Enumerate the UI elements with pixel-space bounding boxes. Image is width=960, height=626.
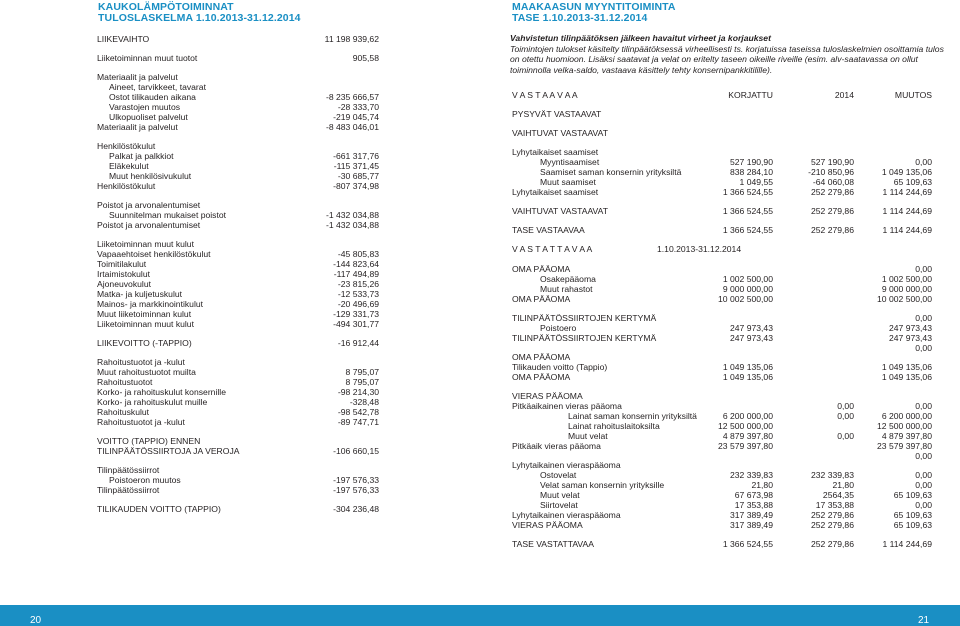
balance-row-change: 6 200 000,00 bbox=[881, 411, 932, 421]
balance-row bbox=[512, 431, 937, 441]
income-row bbox=[97, 200, 397, 210]
balance-row-label: Myyntisaamiset bbox=[540, 157, 600, 167]
left-title-line1: KAUKOLÄMPÖTOIMINNAT bbox=[98, 1, 234, 13]
balance-row-label: Muut velat bbox=[568, 431, 608, 441]
income-row-label: Irtaimistokulut bbox=[97, 269, 151, 279]
balance-row-corrected: 1 002 500,00 bbox=[722, 274, 773, 284]
balance-row-change: 0,00 bbox=[915, 313, 932, 323]
balance-row-change: 1 049 135,06 bbox=[881, 167, 932, 177]
balance-row-label: VIERAS PÄÄOMA bbox=[512, 391, 583, 401]
balance-row-corrected: 317 389,49 bbox=[729, 510, 773, 520]
income-row bbox=[97, 387, 397, 397]
balance-row-label: OMA PÄÄOMA bbox=[512, 352, 571, 362]
income-row-label: Materiaalit ja palvelut bbox=[97, 72, 178, 82]
income-row bbox=[97, 269, 397, 279]
balance-row-2014: 2014 bbox=[834, 90, 854, 100]
income-row-label: Varastojen muutos bbox=[109, 102, 181, 112]
balance-row-label: Lainat saman konsernin yrityksiltä bbox=[568, 411, 697, 421]
balance-row-2014: 21,80 bbox=[832, 480, 854, 490]
income-row-value: -304 236,48 bbox=[333, 504, 379, 514]
balance-row-label: Pitkäaik vieras pääoma bbox=[512, 441, 601, 451]
income-row-label: Muut rahoitustuotot muilta bbox=[97, 367, 196, 377]
balance-row-corrected: 1 366 524,55 bbox=[722, 206, 773, 216]
balance-row bbox=[512, 187, 937, 197]
balance-row-change: 0,00 bbox=[915, 470, 932, 480]
balance-row-change: 65 109,63 bbox=[893, 510, 932, 520]
income-row-label: Poistoeron muutos bbox=[109, 475, 181, 485]
income-row bbox=[109, 102, 409, 112]
income-row bbox=[109, 151, 409, 161]
income-row-value: -1 432 034,88 bbox=[325, 210, 379, 220]
balance-row-change: 1 002 500,00 bbox=[881, 274, 932, 284]
income-row bbox=[109, 112, 409, 122]
balance-row bbox=[512, 441, 937, 451]
balance-row-label: Osakepääoma bbox=[540, 274, 596, 284]
balance-row bbox=[512, 470, 937, 480]
balance-row-corrected: 67 673,98 bbox=[734, 490, 773, 500]
income-row-value: -98 214,30 bbox=[337, 387, 379, 397]
balance-row-2014: 252 279,86 bbox=[810, 520, 854, 530]
income-row-value: -494 301,77 bbox=[333, 319, 379, 329]
balance-row bbox=[512, 157, 937, 167]
income-row bbox=[97, 485, 397, 495]
income-row-label: Korko- ja rahoituskulut konsernille bbox=[97, 387, 226, 397]
balance-row-corrected: 12 500 000,00 bbox=[718, 421, 773, 431]
balance-row-change: 65 109,63 bbox=[893, 490, 932, 500]
income-row-value: -328,48 bbox=[349, 397, 379, 407]
balance-row bbox=[512, 401, 937, 411]
balance-row-label: Lyhytaikaiset saamiset bbox=[512, 187, 599, 197]
income-row-label: Rahoitustuotot bbox=[97, 377, 153, 387]
income-row-value: -8 235 666,57 bbox=[325, 92, 379, 102]
balance-row-label: VAIHTUVAT VASTAAVAT bbox=[512, 128, 608, 138]
income-row-value: -30 685,77 bbox=[337, 171, 379, 181]
income-row bbox=[97, 239, 397, 249]
balance-row bbox=[512, 323, 937, 333]
income-row-value: -106 660,15 bbox=[333, 446, 379, 456]
income-row-value: -115 371,45 bbox=[333, 161, 379, 171]
balance-row bbox=[512, 244, 937, 254]
income-row-value: -197 576,33 bbox=[333, 475, 379, 485]
income-row-label: Henkilöstökulut bbox=[97, 141, 156, 151]
income-row bbox=[97, 220, 397, 230]
balance-row-label: Muut rahastot bbox=[540, 284, 593, 294]
income-row-value: -20 496,69 bbox=[337, 299, 379, 309]
income-row-label: Rahoituskulut bbox=[97, 407, 150, 417]
income-row bbox=[97, 72, 397, 82]
balance-row-change: 10 002 500,00 bbox=[877, 294, 932, 304]
balance-row-corrected: 23 579 397,80 bbox=[718, 441, 773, 451]
balance-row-corrected: 1 049,55 bbox=[739, 177, 773, 187]
income-row-label: Matka- ja kuljetuskulut bbox=[97, 289, 183, 299]
balance-row-change: 1 114 244,69 bbox=[882, 225, 932, 235]
balance-row bbox=[512, 264, 937, 274]
balance-row-label: OMA PÄÄOMA bbox=[512, 372, 571, 382]
balance-row-label: VIERAS PÄÄOMA bbox=[512, 520, 583, 530]
income-row-label: Ajoneuvokulut bbox=[97, 279, 151, 289]
balance-row-2014: 0,00 bbox=[837, 411, 854, 421]
income-row-label: Korko- ja rahoituskulut muille bbox=[97, 397, 208, 407]
income-row-label: TILIKAUDEN VOITTO (TAPPIO) bbox=[97, 504, 221, 514]
income-row-label: Toimitilakulut bbox=[97, 259, 147, 269]
income-row-label: Poistot ja arvonalentumiset bbox=[97, 220, 201, 230]
income-row-value: -8 483 046,01 bbox=[325, 122, 379, 132]
balance-row-corrected: 838 284,10 bbox=[729, 167, 773, 177]
income-row-value: -661 317,76 bbox=[333, 151, 379, 161]
left-page-number: 20 bbox=[30, 615, 42, 626]
balance-row bbox=[512, 362, 937, 372]
balance-row-2014: -210 850,96 bbox=[808, 167, 854, 177]
balance-row-corrected: 232 339,83 bbox=[729, 470, 773, 480]
balance-row-corrected: 247 973,43 bbox=[729, 323, 773, 333]
right-title-line1: MAAKAASUN MYYNTITOIMINTA bbox=[512, 1, 676, 13]
balance-row-corrected: 17 353,88 bbox=[734, 500, 773, 510]
income-row-label: Muut liiketoiminnan kulut bbox=[97, 309, 192, 319]
income-row-value: 905,58 bbox=[352, 53, 379, 63]
balance-row-change: 65 109,63 bbox=[893, 177, 932, 187]
balance-row-label: Tilikauden voitto (Tappio) bbox=[512, 362, 608, 372]
balance-row bbox=[512, 177, 937, 187]
balance-row bbox=[512, 411, 937, 421]
corrections-note-body: Toimintojen tulokset käsitelty tilinpäätöksessä virheellisesti ts. korjatuissa taseissa tuloslaskelmien osoittamia tulos on otettu huomioon. Lisäksi saatavat ja velat on eritelty taseen oikeille riveille (esim. alv-saatavassa on ollut toiminnolla velka-saldo, vastaava käsittely tehty konsernipankkitilille). bbox=[510, 43, 944, 75]
balance-row-corrected: 1 366 524,55 bbox=[722, 187, 773, 197]
income-row-value: -23 815,26 bbox=[337, 279, 379, 289]
balance-row-2014: 0,00 bbox=[837, 431, 854, 441]
balance-row-corrected: 4 879 397,80 bbox=[722, 431, 773, 441]
income-row bbox=[97, 417, 397, 427]
income-row-value: -28 333,70 bbox=[337, 102, 379, 112]
balance-row bbox=[512, 421, 937, 431]
income-row-label: Tilinpäätössiirrot bbox=[97, 465, 160, 475]
balance-row-label: OMA PÄÄOMA bbox=[512, 264, 571, 274]
balance-row-2014: 252 279,86 bbox=[810, 187, 854, 197]
income-row-label: Suunnitelman mukaiset poistot bbox=[109, 210, 227, 220]
income-row bbox=[97, 446, 397, 456]
balance-row-corrected: 527 190,90 bbox=[729, 157, 773, 167]
balance-row-change: 9 000 000,00 bbox=[881, 284, 932, 294]
income-row-label: Poistot ja arvonalentumiset bbox=[97, 200, 201, 210]
income-row-value: -219 045,74 bbox=[333, 112, 379, 122]
balance-row bbox=[512, 206, 937, 216]
income-row-label: Materiaalit ja palvelut bbox=[97, 122, 178, 132]
income-row bbox=[109, 210, 409, 220]
balance-row bbox=[512, 147, 937, 157]
balance-row-corrected: 1 049 135,06 bbox=[722, 372, 773, 382]
income-row-label: Eläkekulut bbox=[109, 161, 149, 171]
right-page-number: 21 bbox=[918, 615, 930, 626]
income-row bbox=[97, 181, 397, 191]
income-row-label: Rahoitustuotot ja -kulut bbox=[97, 417, 185, 427]
income-row bbox=[97, 397, 397, 407]
balance-row-corrected: 1 366 524,55 bbox=[722, 539, 773, 549]
balance-row-change: 4 879 397,80 bbox=[881, 431, 932, 441]
balance-row-corrected: KORJATTU bbox=[728, 90, 773, 100]
balance-row bbox=[512, 128, 937, 138]
balance-row-label: Siirtovelat bbox=[540, 500, 578, 510]
balance-row-corrected: 1 366 524,55 bbox=[722, 225, 773, 235]
income-row-label: TILINPÄÄTÖSSIIRTOJA JA VEROJA bbox=[97, 446, 240, 456]
income-row-value: -117 494,89 bbox=[333, 269, 379, 279]
income-row-label: Mainos- ja markkinointikulut bbox=[97, 299, 204, 309]
balance-row-corrected: 21,80 bbox=[751, 480, 773, 490]
income-row bbox=[109, 171, 409, 181]
balance-row-change: 1 049 135,06 bbox=[881, 372, 932, 382]
income-row bbox=[97, 367, 397, 377]
balance-row-label: OMA PÄÄOMA bbox=[512, 294, 571, 304]
income-row bbox=[97, 319, 397, 329]
balance-row bbox=[512, 109, 937, 119]
income-row bbox=[109, 92, 409, 102]
balance-row-change: 0,00 bbox=[915, 500, 932, 510]
balance-row-2014: 0,00 bbox=[837, 401, 854, 411]
balance-row-label: VAIHTUVAT VASTAAVAT bbox=[512, 206, 608, 216]
balance-row-label: Lyhytaikainen vieraspääoma bbox=[512, 510, 621, 520]
balance-row bbox=[512, 167, 937, 177]
income-row bbox=[109, 82, 409, 92]
balance-row-2014: 2564,35 bbox=[822, 490, 854, 500]
balance-row-corrected: 10 002 500,00 bbox=[718, 294, 773, 304]
income-row-value: -12 533,73 bbox=[337, 289, 379, 299]
balance-row-label: Lainat rahoituslaitoksilta bbox=[568, 421, 660, 431]
income-row-label: Muut henkilösivukulut bbox=[109, 171, 192, 181]
income-row-label: Tilinpäätössiirrot bbox=[97, 485, 160, 495]
balance-row-corrected: 6 200 000,00 bbox=[722, 411, 773, 421]
income-row-value: 8 795,07 bbox=[345, 377, 379, 387]
balance-row bbox=[512, 460, 937, 470]
balance-row-change: 65 109,63 bbox=[893, 520, 932, 530]
income-row bbox=[97, 34, 397, 44]
right-title-line2: TASE 1.10.2013-31.12.2014 bbox=[512, 12, 648, 24]
income-row bbox=[97, 53, 397, 63]
balance-row-corrected: 1 049 135,06 bbox=[722, 362, 773, 372]
balance-row bbox=[512, 333, 937, 343]
income-row-label: Ostot tilikauden aikana bbox=[109, 92, 196, 102]
balance-row-change: 1 114 244,69 bbox=[882, 206, 932, 216]
income-row-value: -807 374,98 bbox=[333, 181, 379, 191]
balance-row bbox=[512, 520, 937, 530]
income-row bbox=[97, 504, 397, 514]
income-row-value: -89 747,71 bbox=[337, 417, 379, 427]
income-row bbox=[97, 357, 397, 367]
balance-row-change: 0,00 bbox=[915, 343, 932, 353]
balance-row-label: TILINPÄÄTÖSSIIRTOJEN KERTYMÄ bbox=[512, 333, 657, 343]
balance-row-label: PYSYVÄT VASTAAVAT bbox=[512, 109, 602, 119]
income-row bbox=[97, 299, 397, 309]
balance-row bbox=[512, 480, 937, 490]
balance-row-2014: 252 279,86 bbox=[810, 539, 854, 549]
balance-row-2014: 232 339,83 bbox=[810, 470, 854, 480]
income-row bbox=[97, 279, 397, 289]
balance-row-2014: -64 060,08 bbox=[812, 177, 854, 187]
income-row bbox=[97, 122, 397, 132]
income-row bbox=[97, 259, 397, 269]
balance-row bbox=[512, 510, 937, 520]
balance-row-2014: 17 353,88 bbox=[815, 500, 854, 510]
income-row-label: Ulkopuoliset palvelut bbox=[109, 112, 188, 122]
income-row-value: -16 912,44 bbox=[337, 338, 379, 348]
balance-row-change: 0,00 bbox=[915, 401, 932, 411]
income-row-value: -144 823,64 bbox=[333, 259, 379, 269]
balance-row-label: V A S T A T T A V A A bbox=[512, 244, 593, 254]
balance-row-label: Pitkäaikainen vieras pääoma bbox=[512, 401, 622, 411]
income-row-label: Rahoitustuotot ja -kulut bbox=[97, 357, 185, 367]
income-row-label: Liiketoiminnan muut kulut bbox=[97, 239, 194, 249]
balance-row-label: Muut velat bbox=[540, 490, 580, 500]
balance-row bbox=[512, 372, 937, 382]
balance-row-2014: 252 279,86 bbox=[810, 206, 854, 216]
left-title-line2: TULOSLASKELMA 1.10.2013-31.12.2014 bbox=[98, 12, 301, 24]
balance-row-2014: 252 279,86 bbox=[810, 510, 854, 520]
income-row-label: VOITTO (TAPPIO) ENNEN bbox=[97, 436, 201, 446]
balance-row bbox=[512, 274, 937, 284]
balance-row-label: Velat saman konsernin yrityksille bbox=[540, 480, 665, 490]
balance-row-label: Muut saamiset bbox=[540, 177, 596, 187]
balance-row bbox=[512, 225, 937, 235]
balance-row bbox=[512, 391, 937, 401]
income-row bbox=[97, 309, 397, 319]
balance-row-change: 247 973,43 bbox=[888, 333, 932, 343]
balance-row-label: Lyhytaikaiset saamiset bbox=[512, 147, 599, 157]
balance-row-2014: 252 279,86 bbox=[810, 225, 854, 235]
balance-row bbox=[512, 284, 937, 294]
balance-row bbox=[512, 352, 937, 362]
balance-row-change: MUUTOS bbox=[894, 90, 932, 100]
balance-row-change: 12 500 000,00 bbox=[877, 421, 932, 431]
balance-row bbox=[512, 313, 937, 323]
balance-row bbox=[512, 490, 937, 500]
balance-row-label: TASE VASTATTAVAA bbox=[512, 539, 594, 549]
income-row bbox=[97, 436, 397, 446]
income-row bbox=[97, 465, 397, 475]
balance-row bbox=[512, 90, 937, 100]
balance-row bbox=[512, 539, 937, 549]
balance-row-corrected: 1.10.2013-31.12.2014 bbox=[657, 244, 742, 254]
corrections-note bbox=[510, 33, 950, 75]
income-row bbox=[97, 141, 397, 151]
income-row bbox=[109, 475, 409, 485]
balance-row-change: 1 049 135,06 bbox=[881, 362, 932, 372]
income-row bbox=[97, 249, 397, 259]
balance-row-label: Saamiset saman konsernin yrityksiltä bbox=[540, 167, 682, 177]
balance-row-2014: 527 190,90 bbox=[810, 157, 854, 167]
balance-row-change: 0,00 bbox=[915, 157, 932, 167]
balance-row-change: 247 973,43 bbox=[888, 323, 932, 333]
income-row bbox=[97, 377, 397, 387]
balance-row-label: Ostovelat bbox=[540, 470, 577, 480]
income-row bbox=[97, 338, 397, 348]
income-row-label: LIIKEVOITTO (-TAPPIO) bbox=[97, 338, 192, 348]
income-row bbox=[97, 289, 397, 299]
income-row-value: -1 432 034,88 bbox=[325, 220, 379, 230]
balance-row-change: 0,00 bbox=[915, 451, 932, 461]
balance-row-corrected: 317 389,49 bbox=[729, 520, 773, 530]
income-row-label: Palkat ja palkkiot bbox=[109, 151, 174, 161]
balance-row bbox=[512, 294, 937, 304]
income-row-label: Vapaaehtoiset henkilöstökulut bbox=[97, 249, 211, 259]
balance-row-corrected: 247 973,43 bbox=[729, 333, 773, 343]
balance-row-change: 0,00 bbox=[915, 264, 932, 274]
balance-row-change: 23 579 397,80 bbox=[877, 441, 932, 451]
income-row-value: -197 576,33 bbox=[333, 485, 379, 495]
corrections-note-heading: Vahvistetun tilinpäätöksen jälkeen havaitut virheet ja korjaukset bbox=[510, 33, 771, 43]
income-row-value: -98 542,78 bbox=[337, 407, 379, 417]
balance-row-label: Lyhytaikainen vieraspääoma bbox=[512, 460, 621, 470]
income-row-value: -129 331,73 bbox=[333, 309, 379, 319]
income-row-value: 11 198 939,62 bbox=[324, 34, 379, 44]
balance-row-change: 1 114 244,69 bbox=[882, 187, 932, 197]
income-row-label: Liiketoiminnan muut tuotot bbox=[97, 53, 198, 63]
page-footer bbox=[0, 605, 960, 626]
balance-row-change: 1 114 244,69 bbox=[882, 539, 932, 549]
balance-row-label: TILINPÄÄTÖSSIIRTOJEN KERTYMÄ bbox=[512, 313, 657, 323]
balance-row-label: TASE VASTAAVAA bbox=[512, 225, 585, 235]
income-row-label: Henkilöstökulut bbox=[97, 181, 156, 191]
balance-row-change: 0,00 bbox=[915, 480, 932, 490]
income-row-label: LIIKEVAIHTO bbox=[97, 34, 150, 44]
balance-row-label: V A S T A A V A A bbox=[512, 90, 578, 100]
income-row-value: 8 795,07 bbox=[345, 367, 379, 377]
balance-row-corrected: 9 000 000,00 bbox=[722, 284, 773, 294]
income-row bbox=[97, 407, 397, 417]
income-row-label: Liiketoiminnan muut kulut bbox=[97, 319, 194, 329]
income-row-value: -45 805,83 bbox=[337, 249, 379, 259]
balance-row-label: Poistoero bbox=[540, 323, 577, 333]
balance-row bbox=[512, 500, 937, 510]
income-row-label: Aineet, tarvikkeet, tavarat bbox=[109, 82, 206, 92]
income-row bbox=[109, 161, 409, 171]
